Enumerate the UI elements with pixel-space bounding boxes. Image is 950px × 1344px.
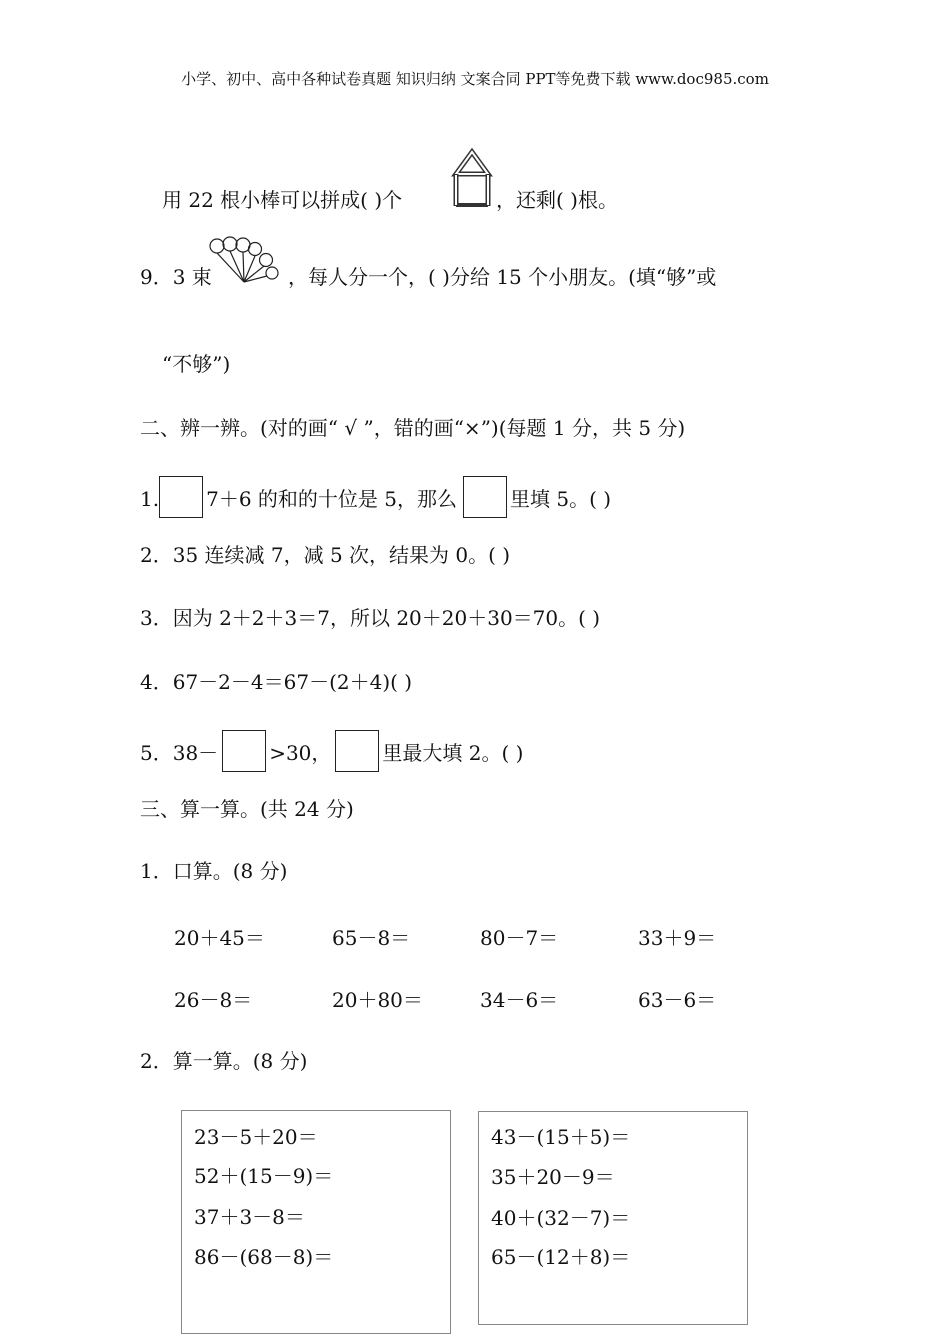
oral-problem: 34－6＝ [480,988,559,1012]
calc-problem: 65－(12＋8)＝ [491,1245,631,1269]
oral-problem: 26－8＝ [174,988,253,1012]
calc-problem: 23－5＋20＝ [194,1125,318,1149]
calc-problem: 52＋(15－9)＝ [194,1164,334,1188]
oral-problem: 80－7＝ [480,926,559,950]
oral-problem: 33＋9＝ [638,926,717,950]
calc-box-right [478,1111,748,1325]
q9-text-part3: “不够”) [162,352,231,376]
page-header: 小学、初中、高中各种试卷真题 知识归纳 文案合同 PPT等免费下载 www.doc985.com [181,70,769,88]
calc-box-left [181,1110,451,1334]
answer-box[interactable] [463,476,507,518]
oral-problem: 20＋80＝ [332,988,423,1012]
oral-problem: 65－8＝ [332,926,411,950]
judge-item-1-text: 7＋6 的和的十位是 5，那么 [206,487,457,511]
answer-box[interactable] [159,476,203,518]
calc-heading: 2．算一算。(8 分) [140,1049,308,1073]
judge-item-5-tail: 里最大填 2。( ) [382,741,524,765]
calc-problem: 40＋(32－7)＝ [491,1206,631,1230]
q8-text-part1: 用 22 根小棒可以拼成( )个 [162,188,403,212]
judge-item-5 [140,730,523,772]
answer-box[interactable] [222,730,266,772]
stick-house-icon [450,150,494,208]
section3-title: 三、算一算。(共 24 分) [140,797,354,821]
calc-problem: 37＋3－8＝ [194,1205,305,1229]
judge-item-2: 2．35 连续减 7，减 5 次，结果为 0。( ) [140,543,511,567]
judge-item-3: 3．因为 2＋2＋3＝7，所以 20＋20＋30＝70。( ) [140,606,601,630]
judge-item-5-head: 5．38－ [140,741,219,765]
oral-problem: 63－6＝ [638,988,717,1012]
answer-box[interactable] [335,730,379,772]
oral-problem: 20＋45＝ [174,926,265,950]
calc-problem: 35＋20－9＝ [491,1165,615,1189]
calc-problem: 86－(68－8)＝ [194,1245,334,1269]
judge-item-5-text: >30， [269,741,332,765]
judge-item-4: 4．67－2－4＝67－(2＋4)( ) [140,670,413,694]
section2-title: 二、辨一辨。(对的画“ √ ”，错的画“×”)(每题 1 分，共 5 分) [140,416,686,440]
calc-problem: 43－(15＋5)＝ [491,1125,631,1149]
q9-text-part2: ，每人分一个，( )分给 15 个小朋友。(填“够”或 [288,265,717,289]
judge-item-1-number: 1. [140,487,160,511]
judge-item-1-tail: 里填 5。( ) [509,487,612,511]
q8-text-part2: ，还剩( )根。 [496,188,618,212]
judge-item-1 [140,476,611,518]
oral-calc-heading: 1．口算。(8 分) [140,859,288,883]
balloon-bunch-icon [208,236,284,286]
q9-text-part1: 9．3 束 [140,265,212,289]
